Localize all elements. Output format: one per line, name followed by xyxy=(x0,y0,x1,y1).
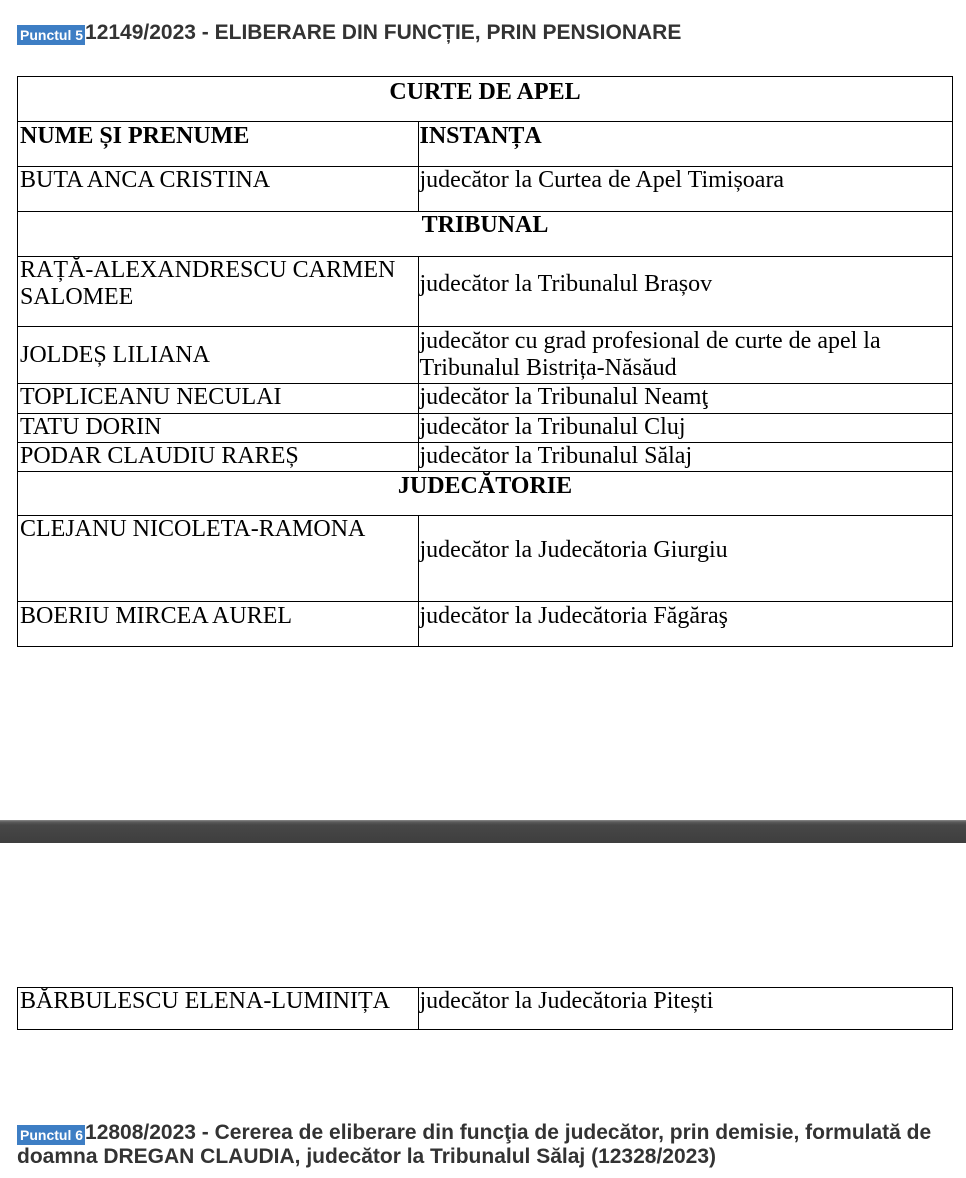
item-6-heading xyxy=(17,1121,952,1169)
table-row xyxy=(18,988,952,1029)
column-header-name: NUME ȘI PRENUME xyxy=(20,122,250,149)
judge-court: judecător la Tribunalul Brașov xyxy=(418,257,953,326)
table-row xyxy=(18,326,952,383)
retirement-table xyxy=(17,76,953,647)
judge-name: TOPLICEANU NECULAI xyxy=(20,383,282,410)
item-6-badge: Punctul 6 xyxy=(17,1125,85,1145)
table-row xyxy=(18,442,952,471)
item-6-title: 12808/2023 - Cererea de eliberare din funcţia de judecător, prin demisie, formulată de doamna DREGAN CLAUDIA, judecător la Tribunalul Sălaj (12328/2023) xyxy=(17,1121,932,1168)
section-heading-curte-de-apel: CURTE DE APEL xyxy=(389,79,581,105)
judge-name: RAȚĂ-ALEXANDRESCU CARMEN SALOMEE xyxy=(20,256,396,310)
section-heading-judecatorie: JUDECĂTORIE xyxy=(397,472,573,499)
section-heading-row xyxy=(18,77,952,121)
judge-court: judecător la Curtea de Apel Timișoara xyxy=(418,167,953,211)
judge-court: judecător la Tribunalul Cluj xyxy=(418,414,953,442)
table-row xyxy=(18,166,952,211)
column-header-court: INSTANȚA xyxy=(418,122,953,166)
judge-court: judecător cu grad profesional de curte de apel la Tribunalul Bistrița-Năsăud xyxy=(418,327,953,383)
item-5-title: 12149/2023 - ELIBERARE DIN FUNCȚIE, PRIN PENSIONARE xyxy=(85,21,682,44)
judge-name: BUTA ANCA CRISTINA xyxy=(20,166,271,193)
item-5-badge: Punctul 5 xyxy=(17,25,85,45)
judge-name: JOLDEȘ LILIANA xyxy=(20,341,210,368)
judge-court: judecător la Tribunalul Sălaj xyxy=(418,443,953,471)
judge-court: judecător la Judecătoria Făgăraş xyxy=(418,602,953,646)
table-row xyxy=(18,601,952,646)
table-row xyxy=(18,383,952,413)
judge-court: judecător la Tribunalul Neamţ xyxy=(418,384,953,413)
table-row xyxy=(18,515,952,601)
judge-name: BOERIU MIRCEA AUREL xyxy=(20,602,293,629)
column-header-row xyxy=(18,121,952,166)
judge-name: PODAR CLAUDIU RAREȘ xyxy=(20,442,299,469)
judge-name: BĂRBULESCU ELENA-LUMINIȚA xyxy=(20,988,390,1014)
table-row xyxy=(18,256,952,326)
judge-court: judecător la Judecătoria Pitești xyxy=(418,988,953,1029)
judge-name: TATU DORIN xyxy=(20,413,162,440)
retirement-table-continued xyxy=(17,987,953,1030)
section-heading-tribunal: TRIBUNAL xyxy=(421,211,549,238)
judge-court: judecător la Judecătoria Giurgiu xyxy=(418,516,953,601)
judge-name: CLEJANU NICOLETA-RAMONA xyxy=(20,515,366,542)
table-row xyxy=(18,413,952,442)
section-heading-row xyxy=(18,471,952,515)
item-5-heading xyxy=(17,21,952,45)
section-heading-row xyxy=(18,211,952,256)
page-break-separator xyxy=(0,820,966,843)
